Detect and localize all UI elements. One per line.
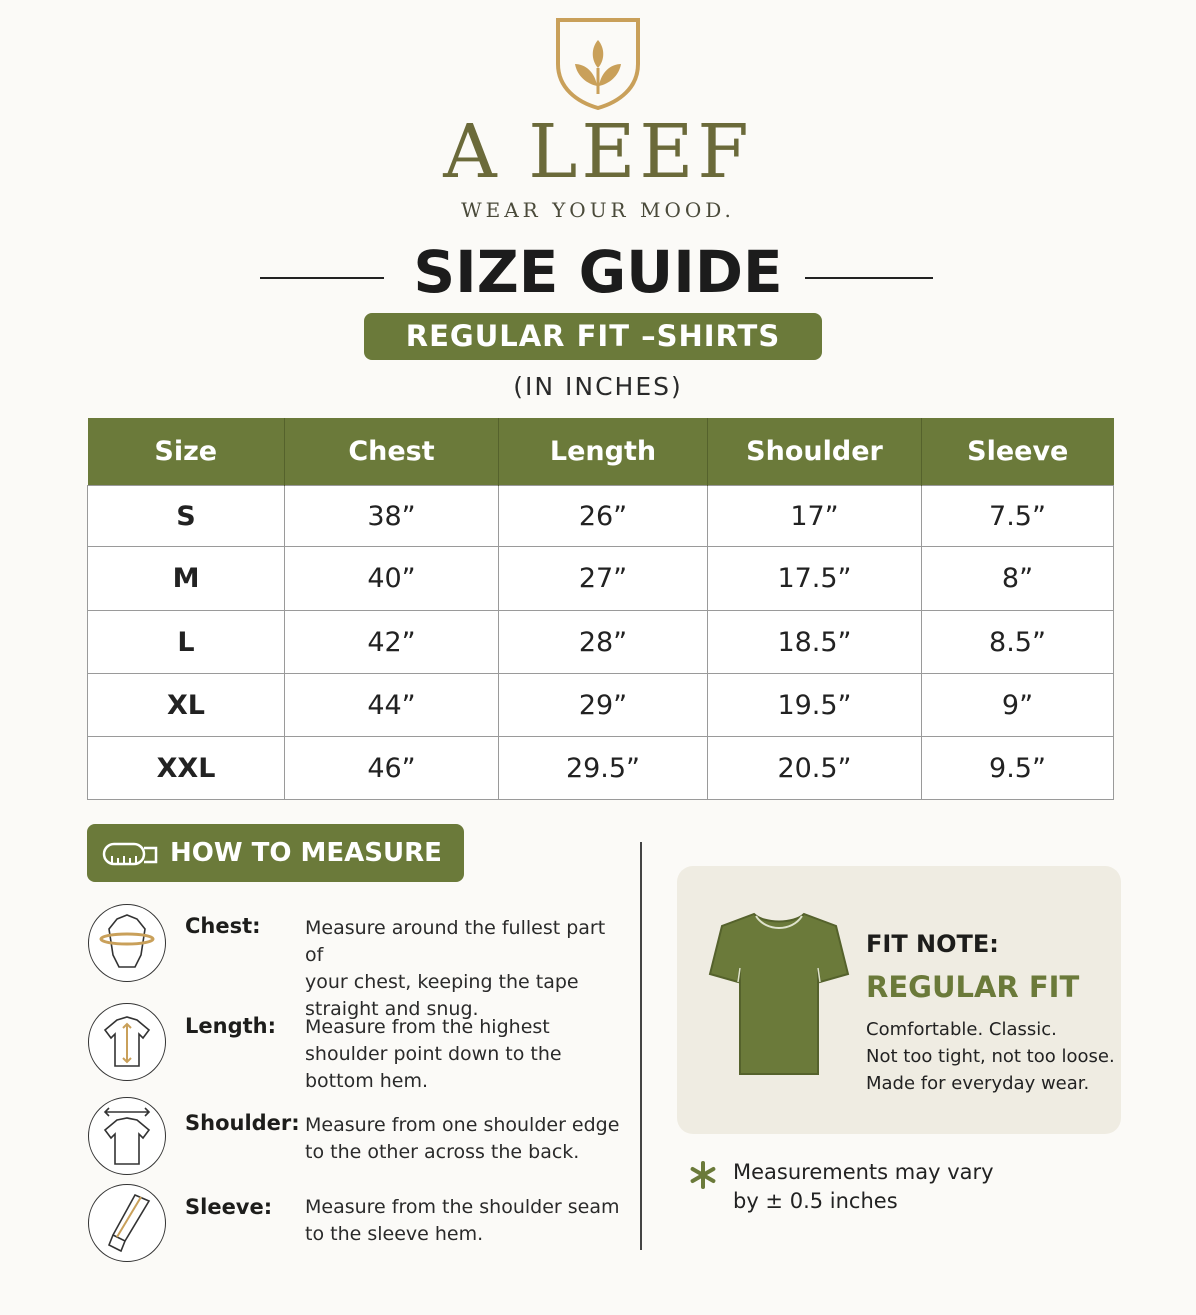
header-size: Size — [88, 418, 285, 486]
sleeve-measure-icon — [88, 1184, 166, 1262]
length-description: Measure from the highest shoulder point down to the bottom hem. — [305, 1016, 562, 1092]
shoulder-cell: 19.5” — [708, 674, 922, 737]
shoulder-cell: 18.5” — [708, 611, 922, 674]
size-cell: L — [88, 611, 285, 674]
fit-note-description: Comfortable. Classic. Not too tight, not too loose. Made for everyday wear. — [866, 1019, 1115, 1094]
size-cell: S — [88, 486, 285, 547]
length-cell: 29.5” — [499, 737, 708, 800]
brand-name: A LEEF — [443, 109, 753, 195]
tshirt-icon — [706, 908, 852, 1080]
shoulder-label: Shoulder: — [185, 1111, 300, 1135]
chest-cell: 42” — [285, 611, 499, 674]
leaf-crest-icon — [553, 16, 643, 110]
shoulder-measure-icon — [88, 1097, 166, 1175]
length-cell: 29” — [499, 674, 708, 737]
chest-label: Chest: — [185, 914, 261, 938]
header-sleeve: Sleeve — [922, 418, 1114, 486]
table-header-row — [88, 418, 1114, 486]
chest-measure-icon — [88, 904, 166, 982]
header-chest: Chest — [285, 418, 499, 486]
shoulder-cell: 17.5” — [708, 547, 922, 611]
fit-type: REGULAR FIT — [866, 970, 1080, 1004]
chest-cell: 40” — [285, 547, 499, 611]
chest-cell: 46” — [285, 737, 499, 800]
fit-banner: REGULAR FIT –SHIRTS — [364, 313, 822, 360]
chest-cell: 38” — [285, 486, 499, 547]
table-row — [88, 674, 1114, 737]
units-label: (IN INCHES) — [513, 372, 683, 401]
sleeve-label: Sleeve: — [185, 1195, 273, 1219]
size-cell: M — [88, 547, 285, 611]
length-label: Length: — [185, 1014, 276, 1038]
length-cell: 27” — [499, 547, 708, 611]
header-length: Length — [499, 418, 708, 486]
length-cell: 28” — [499, 611, 708, 674]
length-cell: 26” — [499, 486, 708, 547]
table-row — [88, 611, 1114, 674]
length-measure-icon — [88, 1003, 166, 1081]
sleeve-cell: 8” — [922, 547, 1114, 611]
asterisk-icon — [688, 1160, 718, 1190]
size-cell: XXL — [88, 737, 285, 800]
size-cell: XL — [88, 674, 285, 737]
sleeve-cell: 9” — [922, 674, 1114, 737]
measurement-disclaimer: Measurements may vary by ± 0.5 inches — [733, 1160, 994, 1213]
table-row — [88, 737, 1114, 800]
page-title: SIZE GUIDE — [413, 238, 783, 306]
section-divider — [640, 842, 642, 1250]
header-shoulder: Shoulder — [708, 418, 922, 486]
chest-cell: 44” — [285, 674, 499, 737]
fit-note-title: FIT NOTE: — [866, 930, 999, 958]
shoulder-cell: 20.5” — [708, 737, 922, 800]
how-to-measure-title: HOW TO MEASURE — [170, 838, 442, 868]
measuring-tape-icon — [102, 838, 160, 870]
table-row — [88, 486, 1114, 547]
brand-tagline: WEAR YOUR MOOD. — [461, 198, 735, 222]
shoulder-cell: 17” — [708, 486, 922, 547]
table-row — [88, 547, 1114, 611]
sleeve-cell: 9.5” — [922, 737, 1114, 800]
sleeve-cell: 7.5” — [922, 486, 1114, 547]
shoulder-description: Measure from one shoulder edge to the other across the back. — [305, 1114, 620, 1163]
sleeve-description: Measure from the shoulder seam to the sleeve hem. — [305, 1196, 620, 1245]
size-table — [87, 418, 1114, 800]
sleeve-cell: 8.5” — [922, 611, 1114, 674]
chest-description: Measure around the fullest part of your chest, keeping the tape straight and snug. — [305, 917, 606, 1020]
